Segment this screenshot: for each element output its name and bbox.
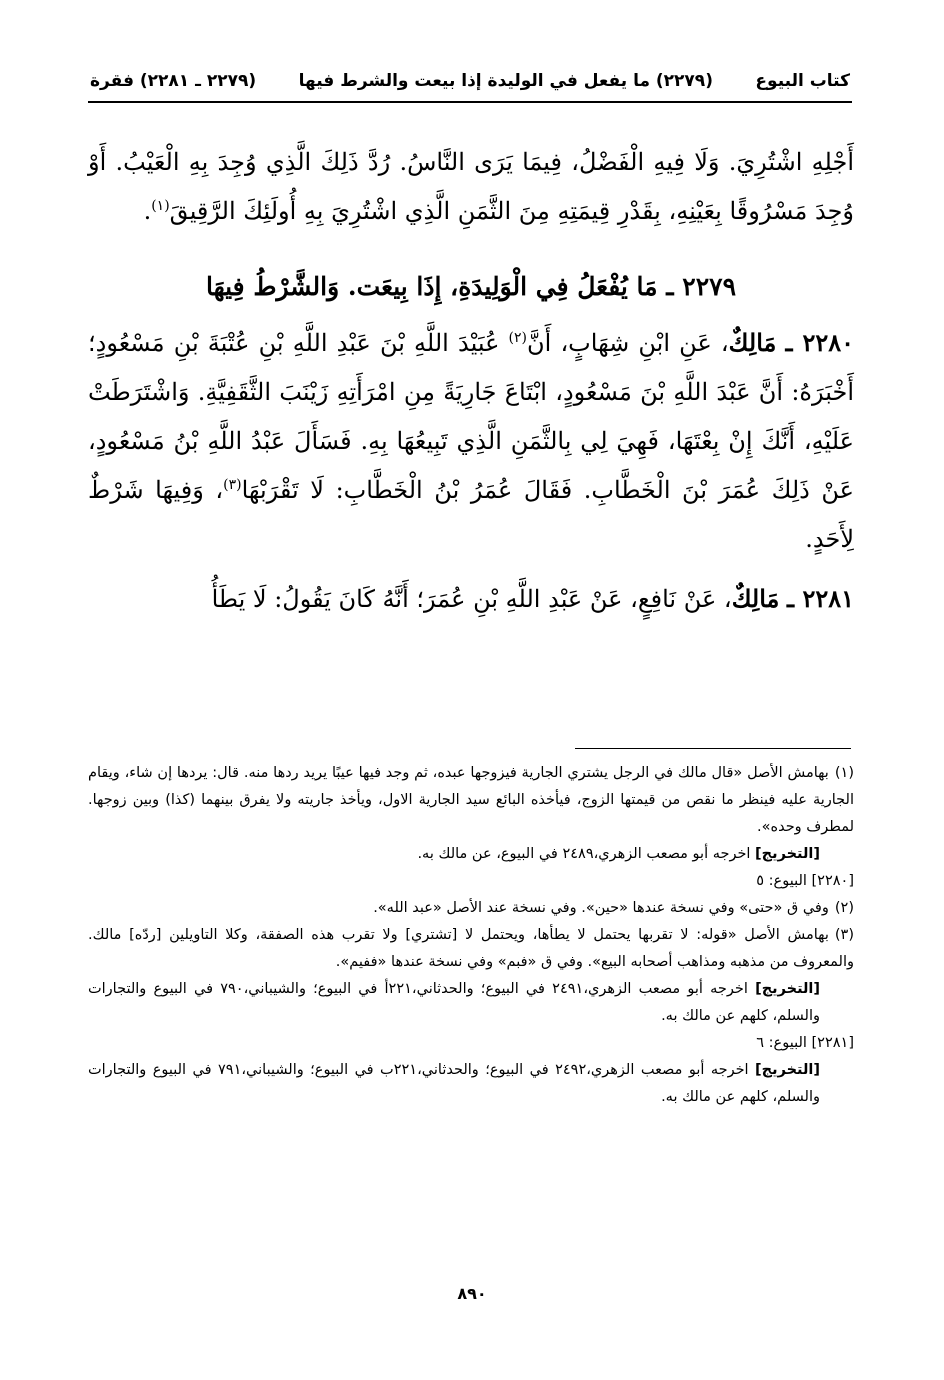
takhrij-text: اخرجه أبو مصعب الزهري،٢٤٩١ في البيوع؛ والحدثاني،٢٢١أ في البيوع؛ والشيباني،٧٩٠ في البيوع والتجارات والسلم، كلهم عن مالك به. xyxy=(88,981,820,1024)
paragraph-continuation xyxy=(88,138,854,236)
takhrij-text: اخرجه أبو مصعب الزهري،٢٤٩٢ في البيوع؛ والحدثاني،٢٢١ب في البيوع؛ والشيباني،٧٩١ في البيوع والتجارات والسلم، كلهم عن مالك به. xyxy=(88,1062,820,1105)
source-ref-2280: [٢٢٨٠] البيوع: ٥ xyxy=(756,873,854,889)
footnote-separator xyxy=(575,748,851,749)
footnote-2-text: وفي ق «حتى» وفي نسخة عندها «حين». وفي نسخة عند الأصل «عبد الله». xyxy=(373,900,829,916)
footnote-1-text: بهامش الأصل «قال مالك في الرجل يشتري الجارية فيزوجها عبده، ثم وجد فيها عيبًا يريد ردها منه. قال: يردها إن شاء، ويقام الجارية عليه فينظر ما نقص من قيمتها الزوج، فيأخذه البائع سيد الجارية الاول، ويأخذ جاريته ولا يفرق بينهما (كذا) وبين زوجها. لمطرف وحده». xyxy=(88,765,854,835)
para2280-text-b: عُبَيْدَ اللَّهِ بْنَ عَبْدِ اللَّهِ بْنِ عُتْبَةَ بْنِ مَسْعُودٍ؛ أَخْبَرَهُ: أَنَّ عَبْدَ اللَّهِ بْنَ مَسْعُودٍ، ابْتَاعَ جَارِيَةً مِنِ امْرَأَتِهِ زَيْنَبَ الثَّقَفِيَّةِ. وَاشْتَرَطَتْ عَلَيْهِ، أَنَّكَ إِنْ بِعْتَهَا، فَهِيَ لِي بِالثَّمَنِ الَّذِي تَبِيعُهَا بِهِ. فَسَأَلَ عَبْدُ اللَّهِ بْنُ مَسْعُودٍ، عَنْ ذَلِكَ عُمَرَ بْنَ الْخَطَّابِ. فَقَالَ عُمَرُ بْنُ الْخَطَّابِ: لَا تَقْرَبْهَا xyxy=(88,329,854,504)
footnote-1-takhrij xyxy=(88,841,854,868)
para2280-number: ٢٢٨٠ ـ xyxy=(785,328,854,357)
narrator-malik: مَالِكٌ xyxy=(731,584,780,613)
footnote-ref-1[interactable]: (١) xyxy=(151,198,170,214)
running-header xyxy=(90,64,850,98)
footnotes xyxy=(88,760,854,1111)
source-ref-2281: [٢٢٨١] البيوع: ٦ xyxy=(756,1035,854,1051)
footnote-2 xyxy=(88,895,854,922)
para1-end: . xyxy=(143,197,152,225)
para2280-text-a: ، عَنِ ابْنِ شِهَابٍ، أَنَّ xyxy=(527,329,729,357)
takhrij-label: [التخريج] xyxy=(755,1062,820,1078)
footnote-3-takhrij xyxy=(88,976,854,1030)
header-paragraph-range: (٢٢٧٩ ـ ٢٢٨١) فقرة xyxy=(90,71,257,91)
narrator-malik: مَالِكٌ xyxy=(728,328,777,357)
footnote-1-number: (١) xyxy=(834,765,854,781)
footnote-3 xyxy=(88,922,854,976)
takhrij-label: [التخريج] xyxy=(755,846,820,862)
para2281-number: ٢٢٨١ ـ xyxy=(787,584,854,613)
para2281-text: ، عَنْ نَافِعٍ، عَنْ عَبْدِ اللَّهِ بْنِ عُمَرَ؛ أَنَّهُ كَانَ يَقُولُ: لَا يَطَأُ xyxy=(211,585,732,613)
footnote-ref-3[interactable]: (٣) xyxy=(223,477,242,493)
footnote-2-number: (٢) xyxy=(834,900,854,916)
footnote-3-text: بهامش الأصل «قوله: لا تقربها يحتمل لا يطأها، ويحتمل لا [تشتري] ولا تقرب هذه الصفقة، وكلا التاويلين [ردّه] مالك. والمعروف من مذهبه ومذاهب أصحابه البيع». وفي ق «فبم» وفي نسخة عندها «ففيم». xyxy=(88,927,854,970)
footnote-3-number: (٣) xyxy=(834,927,854,943)
header-chapter-title: (٢٢٧٩) ما يفعل في الوليدة إذا بيعت والشرط فيها xyxy=(298,71,713,91)
footnote-ref-2[interactable]: (٢) xyxy=(508,330,527,346)
header-book-title: كتاب البيوع xyxy=(755,71,850,91)
header-divider xyxy=(88,101,852,103)
para2280-text-c: ، وَفِيهَا شَرْطٌ لِأَحَدٍ. xyxy=(88,476,854,553)
takhrij-label: [التخريج] xyxy=(755,981,821,997)
main-text xyxy=(88,138,854,624)
paragraph-2280 xyxy=(88,318,854,564)
chapter-heading: ٢٢٧٩ ـ مَا يُفْعَلُ فِي الْوَلِيدَةِ، إِذَا بِيعَت. وَالشَّرْطُ فِيهَا xyxy=(205,272,737,301)
para1-text: أَجْلِهِ اشْتُرِيَ. وَلَا فِيهِ الْفَضْلُ، فِيمَا يَرَى النَّاسُ. رُدَّ ذَلِكَ الَّذِي وُجِدَ بِهِ الْعَيْبُ. أَوْ وُجِدَ مَسْرُوقًا بِعَيْنِهِ، بِقَدْرِ قِيمَتِهِ مِنَ الثَّمَنِ الَّذِي اشْتُرِيَ بِهِ أُولَئِكَ الرَّقِيقَ xyxy=(88,148,854,225)
paragraph-2281 xyxy=(88,574,854,624)
page-number: ٨٩٠ xyxy=(457,1284,487,1303)
footnote-1 xyxy=(88,760,854,841)
takhrij-text: اخرجه أبو مصعب الزهري،٢٤٨٩ في البيوع، عن مالك به. xyxy=(417,846,756,862)
footnote-2281-takhrij xyxy=(88,1057,854,1111)
